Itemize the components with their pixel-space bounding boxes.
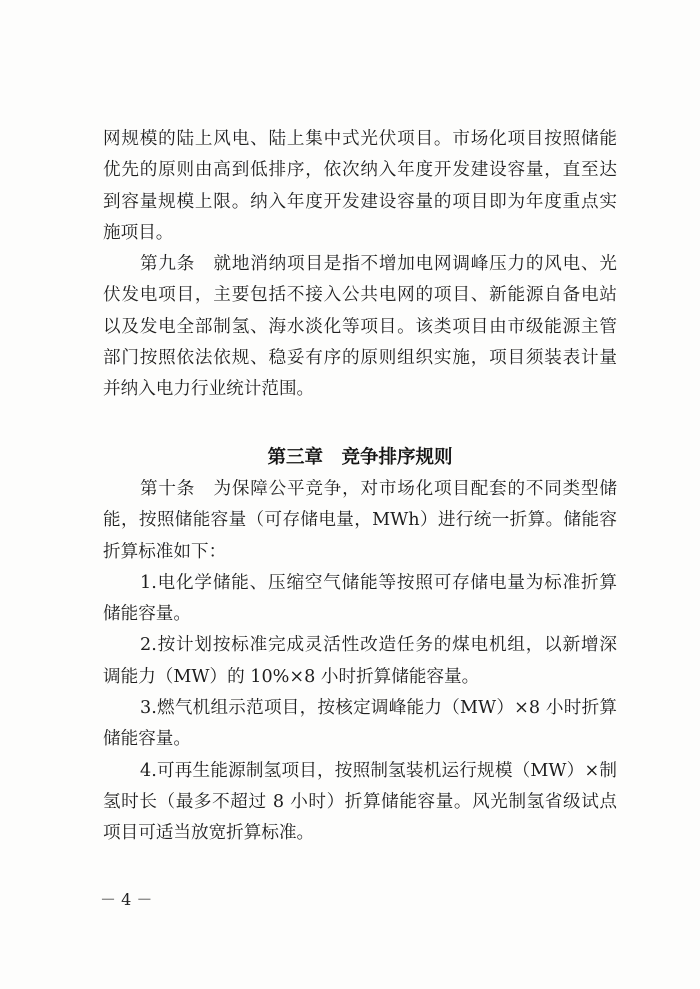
text-line: 第十条 为保障公平竞争，对市场化项目配套的不同类型储 [140,479,617,499]
text-line: 储能容量。 [103,604,191,625]
text-line: 第九条 就地消纳项目是指不增加电网调峰压力的风电、光 [140,254,617,275]
text-line: 到容量规模上限。纳入年度开发建设容量的项目即为年度重点实 [103,191,617,212]
text-line: 4.可再生能源制氢项目，按照制氢装机运行规模（MW）×制 [140,760,617,781]
text-line: 优先的原则由高到低排序，依次纳入年度开发建设容量，直至达 [103,160,617,181]
list-item-1 [103,568,617,631]
body-text-part-2 [103,474,617,850]
page-number: － 4 － [100,890,153,909]
paragraph-article-10 [103,474,617,568]
body-text-part-1 [103,124,617,406]
text-line: 折算标准如下： [103,541,227,562]
text-line: 2.按计划按标准完成灵活性改造任务的煤电机组，以新增深 [140,635,617,656]
text-line: 施项目。 [103,222,174,243]
text-line: 项目可适当放宽折算标准。 [103,823,315,844]
list-item-2 [103,630,617,693]
text-line: 并纳入电力行业统计范围。 [103,379,315,400]
text-line: 1.电化学储能、压缩空气储能等按照可存储电量为标准折算 [140,572,617,593]
text-line: 以及发电全部制氢、海水淡化等项目。该类项目由市级能源主管 [103,316,617,337]
list-item-4 [103,756,617,850]
text-line: 调能力（MW）的 10%×8 小时折算储能容量。 [103,666,480,687]
text-line: 部门按照依法依规、稳妥有序的原则组织实施，项目须装表计量 [103,348,617,369]
list-item-3 [103,693,617,756]
text-line: 氢时长（最多不超过 8 小时）折算储能容量。风光制氢省级试点 [103,791,617,812]
chapter-heading: 第三章 竞争排序规则 [267,447,453,468]
text-line: 网规模的陆上风电、陆上集中式光伏项目。市场化项目按照储能 [103,129,617,149]
paragraph-article-9 [103,249,617,405]
text-line: 伏发电项目，主要包括不接入公共电网的项目、新能源自备电站 [103,285,617,306]
paragraph [103,124,617,249]
text-line: 能，按照储能容量（可存储电量，MWh）进行统一折算。储能容 [103,510,617,531]
text-line: 3.燃气机组示范项目，按核定调峰能力（MW）×8 小时折算 [140,698,617,719]
text-line: 储能容量。 [103,729,191,750]
